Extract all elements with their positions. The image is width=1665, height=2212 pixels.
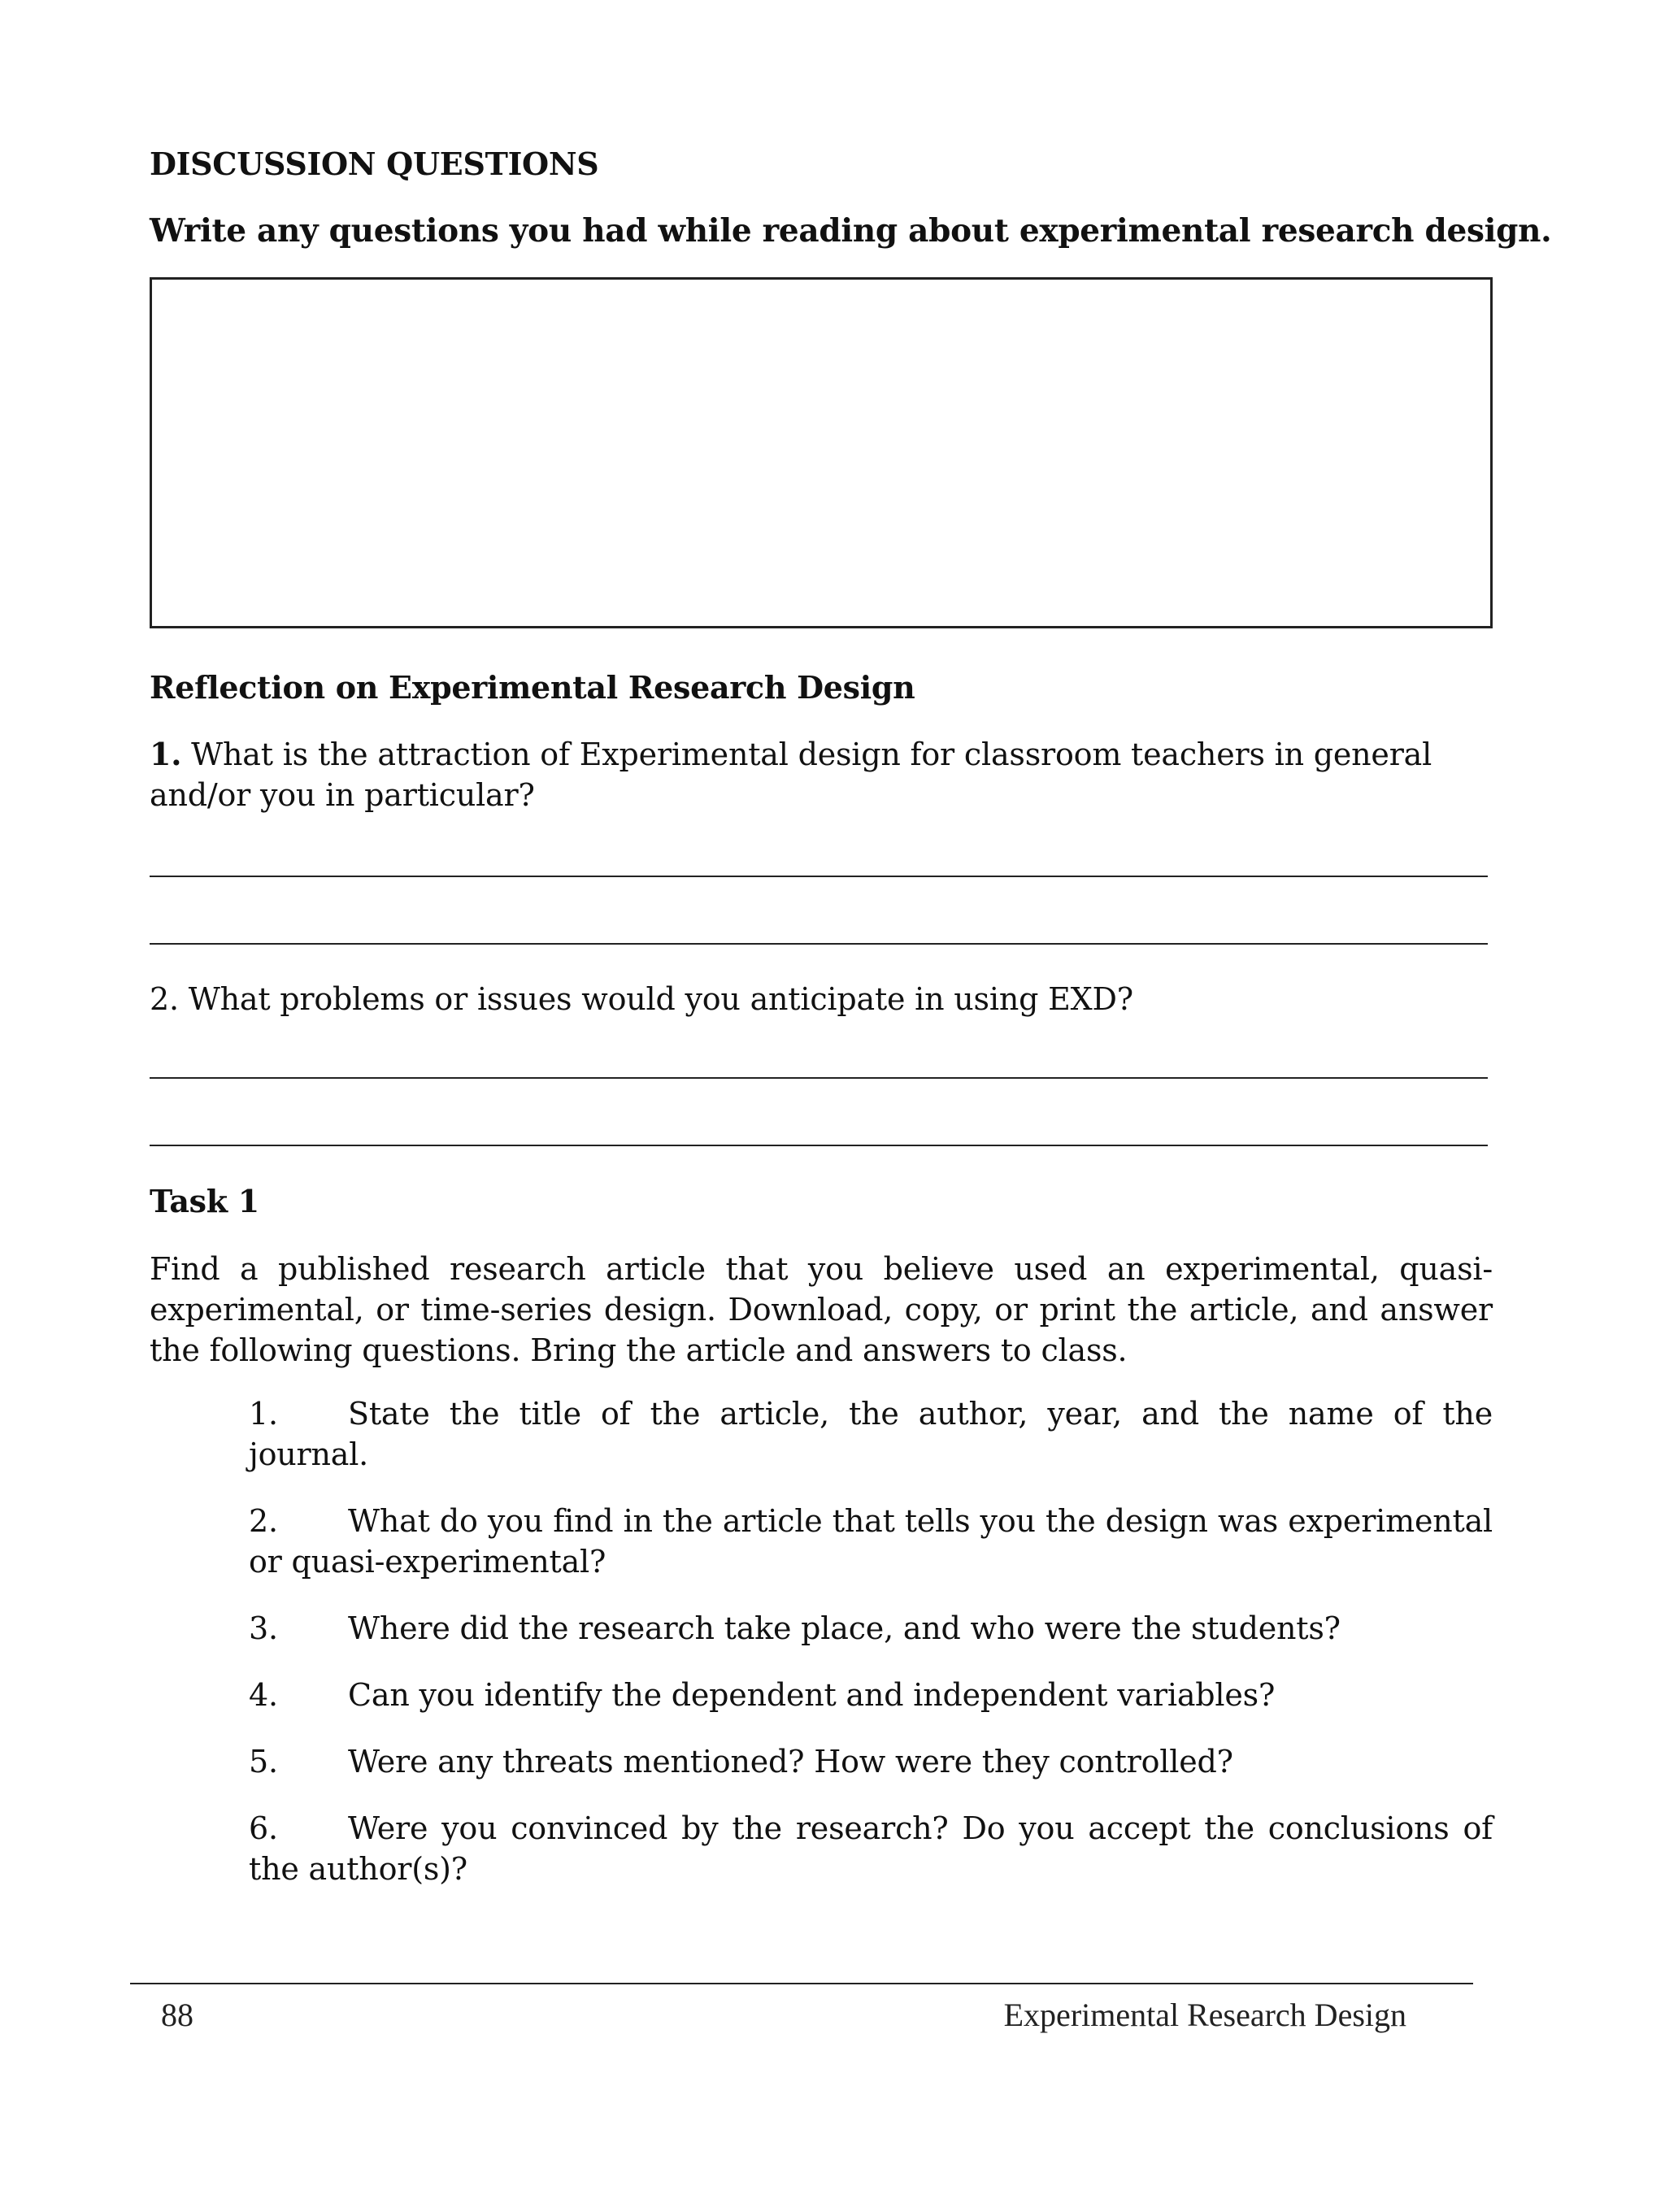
answer-line-1a[interactable] xyxy=(150,876,1488,877)
task-item-number: 3. xyxy=(249,1610,278,1646)
answer-line-2b[interactable] xyxy=(150,1145,1488,1146)
task-heading: Task 1 xyxy=(150,1183,259,1219)
task-item-text: Were you convinced by the research? Do you accept the conclusions of the author(s)? xyxy=(249,1810,1493,1887)
task-item-text: Where did the research take place, and who were the students? xyxy=(348,1610,1341,1646)
task-item xyxy=(249,1393,1493,1475)
task-intro: Find a published research article that you believe used an experimental, quasi-experimental, or time-series design. Download, copy, or print the article, and answer the following questions. Bring the article and answers to class. xyxy=(150,1251,1493,1368)
task-item-number: 2. xyxy=(249,1503,278,1539)
answer-line-1b[interactable] xyxy=(150,943,1488,945)
answer-line-2a[interactable] xyxy=(150,1077,1488,1079)
questions-answer-box[interactable] xyxy=(150,277,1493,628)
task-item-number: 1. xyxy=(249,1396,278,1432)
task-item xyxy=(249,1501,1493,1582)
task-item-number: 4. xyxy=(249,1677,278,1713)
reflection-question-1 xyxy=(150,734,1493,815)
task-item xyxy=(249,1675,1493,1715)
task-item-text: Can you identify the dependent and independent variables? xyxy=(348,1677,1276,1713)
running-title: Experimental Research Design xyxy=(1003,1997,1406,2033)
reflection-heading: Reflection on Experimental Research Design xyxy=(150,669,915,706)
reflection-question-2: 2. What problems or issues would you anticipate in using EXD? xyxy=(150,981,1133,1017)
task-item-text: What do you find in the article that tells you the design was experimental or quasi-experimental? xyxy=(249,1503,1493,1580)
task-item-text: Were any threats mentioned? How were they controlled? xyxy=(348,1744,1233,1780)
reflection-question-1-number: 1. xyxy=(150,736,182,772)
task-item xyxy=(249,1808,1493,1889)
page-number: 88 xyxy=(161,1997,193,2033)
task-item xyxy=(249,1608,1493,1649)
footer-divider xyxy=(130,1983,1473,1984)
section-heading: DISCUSSION QUESTIONS xyxy=(150,146,599,182)
reflection-question-1-text: What is the attraction of Experimental design for classroom teachers in general and/or you in particular? xyxy=(150,737,1432,813)
task-item-text: State the title of the article, the author, year, and the name of the journal. xyxy=(249,1396,1493,1472)
task-item-number: 5. xyxy=(249,1744,278,1780)
task-item-number: 6. xyxy=(249,1810,278,1846)
questions-prompt: Write any questions you had while reading about experimental research design. xyxy=(150,212,1552,250)
task-list xyxy=(249,1393,1493,1915)
task-item xyxy=(249,1741,1493,1782)
